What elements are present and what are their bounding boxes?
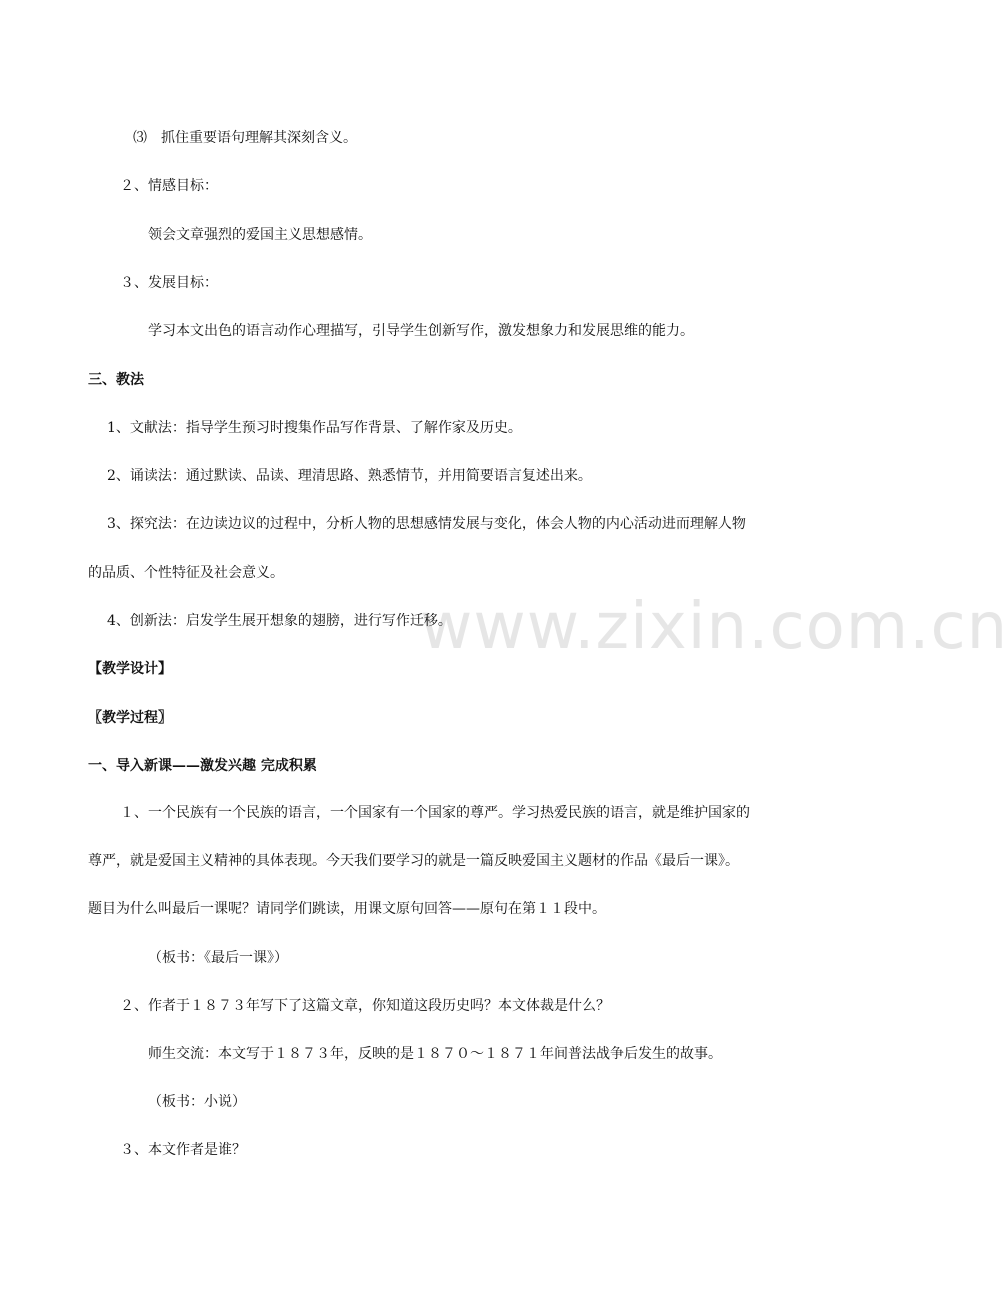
blackboard-note-genre: （板书：小说） [148,1094,246,1110]
emotion-goal-text: 领会文章强烈的爱国主义思想感情。 [148,227,372,243]
method-item-2: 2、诵读法：通过默读、品读、理清思路、熟悉情节，并用简要语言复述出来。 [107,468,592,484]
intro-paragraph-line-3: 题目为什么叫最后一课呢？请同学们跳读，用课文原句回答——原句在第１１段中。 [88,901,606,917]
emotion-goal-heading: ２、情感目标： [120,178,218,194]
development-goal-text: 学习本文出色的语言动作心理描写，引导学生创新写作，激发想象力和发展思维的能力。 [148,323,694,339]
method-item-3: 3、探究法：在边读边议的过程中，分析人物的思想感情发展与变化，体会人物的内心活动进而理解人物 [107,516,746,532]
method-item-3-continued: 的品质、个性特征及社会意义。 [88,565,284,581]
method-item-1: 1、文献法：指导学生预习时搜集作品写作背景、了解作家及历史。 [107,420,522,436]
watermark: www.zixin.com.cn [420,590,1008,664]
development-goal-heading: ３、发展目标： [120,275,218,291]
section-heading-methods: 三、教法 [88,372,144,388]
method-item-4: 4、创新法：启发学生展开想象的翅膀，进行写作迁移。 [107,613,452,629]
intro-paragraph-line-1: １、一个民族有一个民族的语言，一个国家有一个国家的尊严。学习热爱民族的语言，就是维护国家的 [120,805,750,821]
objective-item-3: ⑶ 抓住重要语句理解其深刻含义。 [133,130,357,146]
intro-paragraph-line-2: 尊严，就是爱国主义精神的具体表现。今天我们要学习的就是一篇反映爱国主义题材的作品《最后一课》。 [88,853,739,869]
section-heading-intro: 一、导入新课——激发兴趣 完成积累 [88,758,317,774]
question-3: ３、本文作者是谁？ [120,1142,246,1158]
question-2: ２、作者于１８７３年写下了这篇文章，你知道这段历史吗？本文体裁是什么？ [120,998,610,1014]
discussion-answer: 师生交流：本文写于１８７３年，反映的是１８７０～１８７１年间普法战争后发生的故事。 [148,1046,722,1062]
teaching-design-heading: 【教学设计】 [88,661,172,677]
teaching-process-heading: 〖教学过程〗 [88,710,172,726]
blackboard-note-title: （板书：《最后一课》） [148,950,288,966]
